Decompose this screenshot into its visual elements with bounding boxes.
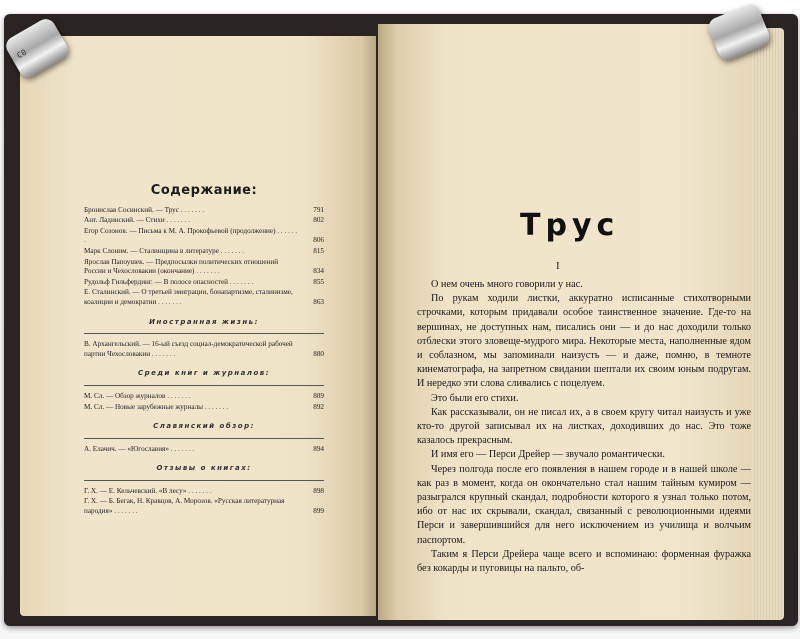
- toc-entry: [84, 340, 324, 359]
- toc-leader-dots: . . . . . . .: [194, 267, 220, 276]
- toc-page-number: 863: [313, 297, 324, 306]
- toc-leader-dots: . . . . . . .: [227, 277, 254, 286]
- toc-page-number: 898: [313, 486, 324, 495]
- table-of-contents: [84, 183, 324, 518]
- toc-entry: [84, 497, 324, 516]
- toc-entry-text: В. Архангельский. — 16-ый съезд социал-демократической рабочей партии Чехословакии: [84, 340, 293, 358]
- toc-divider: [84, 480, 324, 481]
- toc-leader-dots: . . . . . . .: [178, 205, 205, 214]
- story-paragraph: О нем очень много говорили у нас.: [431, 279, 583, 290]
- toc-divider: [84, 438, 324, 439]
- toc-sections: [84, 318, 324, 517]
- toc-leader-dots: . . . . . . .: [165, 391, 191, 400]
- toc-leader-dots: . . . . . . .: [150, 349, 176, 358]
- page-edges: [752, 28, 784, 620]
- toc-entry-text: Г. Х. — Б. Бегак, Н. Кравцов, А. Морозов. «Русская литературная пародия»: [84, 497, 285, 516]
- chapter-title: Трус: [520, 208, 620, 243]
- story-paragraph: И имя его — Перси Дрейер — звучало романтически.: [431, 449, 665, 461]
- toc-page-number: 791: [313, 205, 324, 214]
- toc-entry-text: Е. Сталинский. — О третьей эмиграции, бонапартизме, сталинизме, коалиции и демократии: [84, 288, 293, 306]
- toc-entry: [84, 403, 324, 413]
- toc-entry: [84, 392, 324, 402]
- story-paragraph: По рукам ходили листки, аккуратно исписанные стихотворными строчками, которым придавали особое таинственное значение. Где-то на вершинах, не доступных нам, писались они — и до нас доходили только отблески этого зловеще-мудрого мира. Некоторые места, наполненные ядом и соблазном, мы запоминали наизусть — и даже, помню, в темноте кинематографа, на запретном свидании шептали их своим юным подругам. И нередко эти слова сливались с поцелуем.: [417, 293, 751, 390]
- toc-entry-text: А. Елачич. — «Югославия»: [84, 444, 169, 453]
- story-paragraph: Это были его стихи.: [431, 392, 519, 404]
- toc-entry-text: Марк Слоним. — Сталинщина в литературе: [84, 246, 219, 255]
- toc-leader-dots: . . . . . . .: [164, 216, 190, 225]
- toc-entry-text: Ярослав Папоушек. — Предпосылки политических отношений России и Чехословакии (окончание): [84, 257, 279, 276]
- toc-entry-text: Ант. Ладинский. — Стихи: [84, 216, 165, 225]
- toc-page-number: 834: [313, 267, 324, 276]
- toc-divider: [84, 333, 324, 334]
- toc-section-title: Отзывы о книгах:: [156, 464, 252, 473]
- toc-entry: [84, 227, 324, 246]
- toc-section-title: Иностранная жизнь:: [149, 317, 259, 326]
- toc-entry: [84, 206, 324, 216]
- toc-entry-text: М. Сл. — Обзор журналов: [84, 391, 166, 400]
- toc-page-number: 806: [313, 236, 324, 245]
- story-paragraph: Таким я Перси Дрейера чаще всего и вспоминаю: форменная фуражка без кокарды и пуговицы на пальто, об-: [417, 548, 751, 575]
- story-text: [417, 278, 751, 576]
- story-paragraph: Через полгода после его появления в нашем городе и в нашей школе — как раз в момент, когда он окончательно стал нашим тайным кумиром — разыгрался крупный скандал, подробности которого я узнал только потом, ибо от нас их скрывали, скандал, связанный с революционными идеями Перси и завершившийся для него исключением из училища и волчьим паспортом.: [417, 463, 751, 546]
- toc-entry-text: М. Сл. — Новые зарубежные журналы: [84, 402, 204, 411]
- story-paragraph: Как рассказывали, он не писал их, а в своем кругу читал наизусть и уже кто-то другой записывал их на листках, доходивших до нас. Это тоже казалось прекрасным.: [417, 406, 751, 447]
- section-number: I: [556, 260, 560, 272]
- toc-entry-text: Бронислав Сосинский. — Трус: [84, 205, 179, 214]
- toc-divider: [84, 385, 324, 386]
- page-weight-label: C0: [15, 47, 29, 61]
- toc-page-number: 815: [313, 246, 324, 255]
- toc-entry-text: Рудольф Гильфердинг. — В полосе опасностей: [84, 277, 228, 286]
- toc-section-title: Славянский обзор:: [153, 422, 255, 431]
- toc-page-number: 892: [313, 402, 324, 411]
- toc-page-number: 802: [313, 216, 324, 225]
- toc-title: Содержание:: [150, 183, 258, 198]
- toc-entry-text: Егор Созонов. — Письма к М. А. Прокофьевой (продолжение): [84, 226, 276, 235]
- toc-entry: [84, 278, 324, 288]
- toc-leader-dots: . . . . . . .: [186, 486, 212, 495]
- toc-leader-dots: . . . . . . .: [112, 507, 138, 516]
- toc-page-number: 855: [313, 277, 324, 286]
- toc-entry: [84, 258, 324, 277]
- toc-entry: [84, 216, 324, 226]
- toc-entry: [84, 247, 324, 257]
- toc-leader-dots: . . . . . . .: [84, 226, 298, 245]
- toc-entry: [84, 288, 324, 307]
- toc-page-number: 894: [313, 444, 324, 453]
- toc-page-number: 899: [313, 507, 324, 516]
- toc-entry-text: Г. Х. — Е. Кельчевский. «В лесу»: [84, 486, 187, 495]
- toc-page-number: 880: [313, 349, 324, 358]
- toc-leader-dots: . . . . . . .: [168, 444, 195, 453]
- toc-leader-dots: . . . . . . .: [218, 246, 245, 255]
- toc-leader-dots: . . . . . . .: [203, 402, 229, 411]
- toc-section-title: Среди книг и журналов:: [137, 369, 271, 378]
- toc-entry: [84, 445, 324, 455]
- toc-page-number: 889: [313, 391, 324, 400]
- toc-entry: [84, 487, 324, 497]
- toc-leader-dots: . . . . . . .: [156, 297, 182, 306]
- toc-main-entries: [84, 206, 324, 308]
